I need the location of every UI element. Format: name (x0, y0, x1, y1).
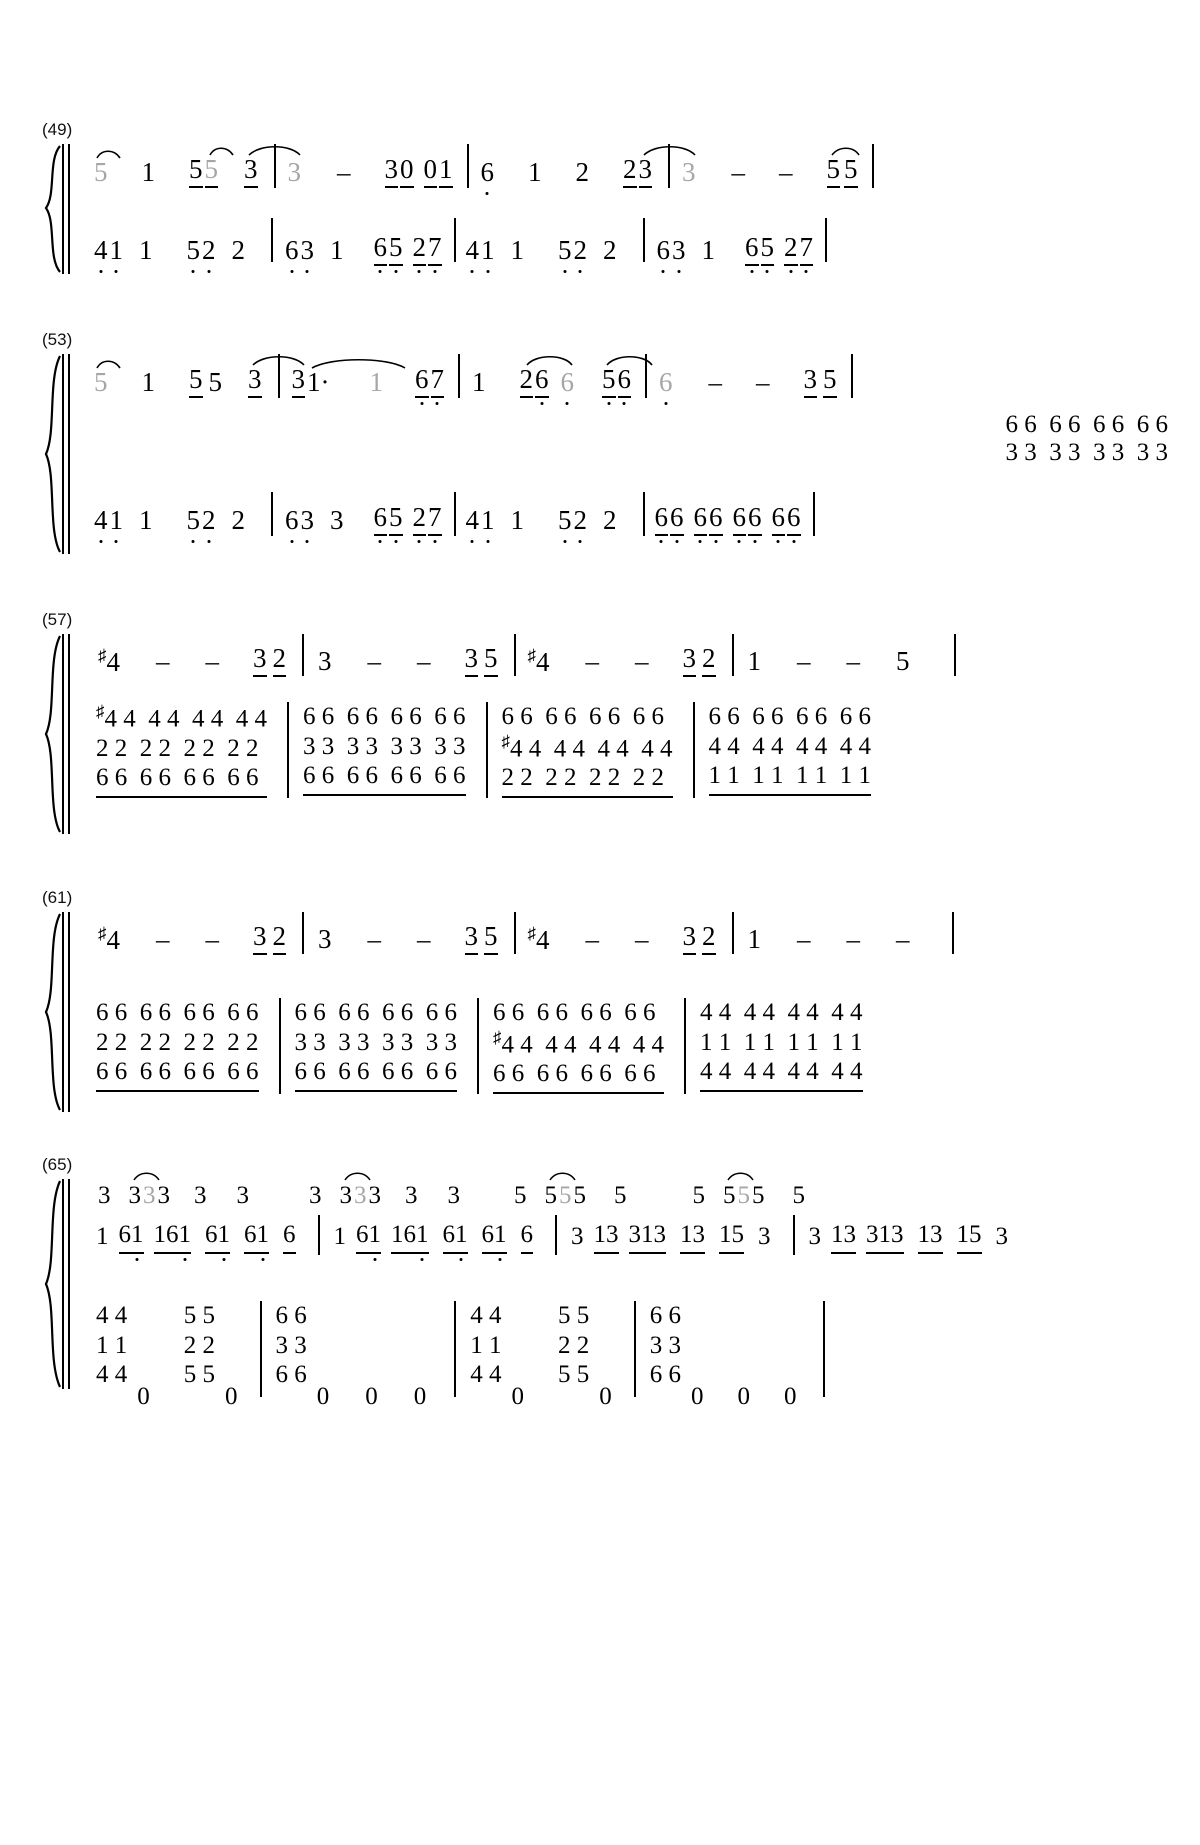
note: 2 (273, 645, 287, 677)
note: 3 (157, 1182, 170, 1209)
note: 1 (439, 156, 453, 188)
note: 3 (639, 156, 653, 188)
note: – (896, 923, 910, 954)
note: 7 (428, 234, 442, 266)
note: 6 (285, 504, 299, 535)
note: 4 (465, 234, 479, 265)
note: 1 (472, 366, 486, 397)
note: 1 (154, 1221, 167, 1254)
barline (467, 144, 469, 188)
note: 4 (465, 504, 479, 535)
note: 3 (465, 923, 479, 955)
note: 1 (141, 156, 155, 187)
note: 2 (573, 234, 587, 265)
note: 3 (129, 1182, 142, 1210)
note: 3 (292, 366, 306, 398)
note: 3 (447, 1182, 460, 1209)
note: 5 (761, 234, 775, 266)
note: 1 (528, 156, 542, 187)
measure-number-65: (65) (42, 1155, 73, 1174)
note: 5 (389, 234, 403, 266)
bass-chordrow-57 (76, 702, 1172, 812)
note: 5 (389, 504, 403, 536)
note: – (417, 923, 431, 954)
note: 6 (443, 1221, 456, 1254)
note: 5 (558, 234, 572, 265)
note: 3 (236, 1182, 249, 1209)
note: 3 (995, 1223, 1008, 1250)
note: 3 (253, 645, 267, 677)
note: 3 (866, 1221, 879, 1254)
bass-chordrow-65 (76, 1301, 1172, 1411)
note: 3 (300, 234, 314, 265)
note: 5 (844, 156, 858, 188)
system-61 (42, 888, 1172, 1112)
system-57 (42, 610, 1172, 834)
note: 1 (218, 1221, 231, 1254)
note: 1 (701, 234, 715, 265)
note: 5 (186, 234, 200, 265)
note: 5 (94, 159, 108, 186)
treble-row-61 (76, 912, 1172, 966)
note: 3 (629, 1221, 642, 1254)
note: 2 (520, 366, 534, 398)
note: 1· (307, 369, 330, 396)
note: – (731, 156, 745, 187)
note: 1 (141, 366, 155, 397)
measure-number-61: (61) (42, 888, 73, 907)
note: 1 (109, 234, 123, 265)
note: 5 (545, 1182, 558, 1210)
note: 6 (709, 504, 723, 536)
note: ♯4 (527, 923, 550, 955)
note: 5 (186, 504, 200, 535)
barline (458, 354, 460, 398)
barline (287, 702, 289, 798)
note: 2 (202, 504, 216, 535)
barline (477, 998, 479, 1094)
note: – (367, 645, 381, 676)
note: 3 (98, 1182, 111, 1209)
barline (514, 634, 516, 676)
note: 5 (602, 366, 616, 398)
note: 6 (560, 366, 574, 397)
barline (271, 218, 273, 262)
note: 1 (747, 645, 761, 676)
note: 2 (623, 156, 637, 188)
note: 3 (693, 1221, 706, 1254)
barline (684, 998, 686, 1094)
treble-row-57 (76, 634, 1172, 688)
note: – (797, 645, 811, 676)
note: 0 (784, 1382, 797, 1410)
note: 6 (772, 504, 786, 536)
note: 1 (369, 366, 383, 397)
note: 5 (723, 1182, 736, 1210)
note: 6 (285, 234, 299, 265)
note: 6 (374, 234, 388, 266)
note: – (156, 645, 170, 676)
note: 1 (957, 1221, 970, 1254)
note: 3 (385, 156, 399, 188)
system-brace (42, 144, 76, 274)
note: – (417, 645, 431, 676)
note: – (205, 923, 219, 954)
note: 1 (96, 1223, 109, 1250)
barline (954, 634, 956, 676)
chord-group: 4 4 4 4 4 4 4 4 1 1 1 1 1 1 1 1 4 4 4 4 4 4 4 4 (700, 998, 863, 1092)
note: 3 (368, 1182, 381, 1209)
note: – (156, 923, 170, 954)
treble-row-53 (76, 354, 1172, 410)
note: 5 (692, 1182, 705, 1209)
note: 2 (202, 234, 216, 265)
chord-group: 6 6 6 6 6 6 6 6 2 2 2 2 2 2 2 2 6 6 6 6 6 6 6 6 (96, 998, 259, 1092)
barline (952, 912, 954, 954)
note: 5 (792, 1182, 805, 1209)
note: – (846, 645, 860, 676)
note: 3 (606, 1221, 619, 1254)
barline (302, 634, 304, 676)
note: 5 (484, 645, 498, 677)
note: 5 (732, 1221, 745, 1254)
barline (634, 1301, 636, 1397)
note: 1 (139, 504, 153, 535)
note: 3 (930, 1221, 943, 1254)
note: 3 (891, 1221, 904, 1254)
note: 1 (257, 1221, 270, 1254)
note: 1 (481, 504, 495, 535)
note: 1 (680, 1221, 693, 1254)
note: 3 (804, 366, 818, 398)
note: – (797, 923, 811, 954)
note: 7 (800, 234, 814, 266)
note: – (337, 156, 351, 187)
measure-number-57: (57) (42, 610, 73, 629)
barline (872, 144, 874, 188)
note: 6 (745, 234, 759, 266)
note: 2 (575, 156, 589, 187)
barline (693, 702, 695, 798)
barline (260, 1301, 262, 1397)
note: – (585, 923, 599, 954)
chord-group: 5 5 2 2 5 5 (183, 1302, 215, 1388)
note: 1 (918, 1221, 931, 1254)
note: 6 (482, 1221, 495, 1254)
note: 5 (189, 366, 203, 398)
note: 2 (231, 504, 245, 535)
note: 6 (119, 1221, 132, 1254)
note: 6 (415, 366, 429, 398)
note: 5 (737, 1182, 750, 1209)
note: 3 (465, 645, 479, 677)
note: 1 (747, 923, 761, 954)
note: 0 (400, 156, 414, 188)
system-brace (42, 634, 76, 834)
note: 1 (179, 1221, 192, 1254)
note: 1 (719, 1221, 732, 1254)
chord-group: 6 6 6 6 6 6 6 6 3 3 3 3 3 3 3 3 6 6 6 6 6 6 6 6 (295, 998, 458, 1092)
note: 6 (733, 504, 747, 536)
note: 2 (231, 234, 245, 265)
barline (514, 912, 516, 954)
bass-row-49 (76, 218, 1172, 282)
barline (851, 354, 853, 398)
chord-group: 6 6 6 6 6 6 6 6 4 4 4 4 4 4 4 4 1 1 1 1 1 1 1 1 (709, 702, 872, 796)
note: 6 (356, 1221, 369, 1254)
note: 3 (571, 1223, 584, 1250)
measure-number-49: (49) (42, 120, 73, 139)
barline (732, 912, 734, 954)
note: 3 (683, 923, 697, 955)
note: 5 (969, 1221, 982, 1254)
note: 6 (659, 366, 673, 397)
barline (279, 998, 281, 1094)
note: 5 (559, 1182, 572, 1209)
staff-65 (76, 1179, 1172, 1410)
note: – (635, 923, 649, 954)
note: 2 (413, 234, 427, 266)
chord-group: 6 6 3 3 6 6 (275, 1302, 307, 1388)
note: 6 (205, 1221, 218, 1254)
note: 3 (330, 504, 344, 535)
note: 4 (94, 234, 108, 265)
barline (454, 1301, 456, 1397)
note: 1 (594, 1221, 607, 1254)
note: 1 (831, 1221, 844, 1254)
note: ♯4 (527, 645, 550, 677)
chord-group: 6 6 6 6 6 6 6 6 ♯4 4 4 4 4 4 4 4 6 6 6 6 6 6 6 6 (493, 998, 664, 1094)
system-53 (42, 330, 1172, 554)
note: 1 (330, 234, 344, 265)
note: 3 (318, 645, 332, 676)
chord-stack-upper: 6 6 6 6 6 6 6 6 3 3 3 3 3 3 3 3 (1005, 410, 1168, 467)
staff-49 (76, 144, 1172, 274)
note: 7 (431, 366, 445, 398)
note: 3 (300, 504, 314, 535)
note: 0 (737, 1382, 750, 1410)
note: 3 (405, 1182, 418, 1209)
note: 7 (428, 504, 442, 536)
note: 1 (131, 1221, 144, 1254)
note: 6 (244, 1221, 257, 1254)
barline (793, 1215, 795, 1255)
note: 1 (455, 1221, 468, 1254)
chord-group: 6 6 6 6 6 6 6 6 3 3 3 3 3 3 3 3 6 6 6 6 6 6 6 6 (303, 702, 466, 796)
note: 1 (416, 1221, 429, 1254)
note: 1 (494, 1221, 507, 1254)
note: 3 (143, 1182, 156, 1209)
system-brace (42, 354, 76, 554)
note: 6 (670, 504, 684, 536)
note: 1 (369, 1221, 382, 1254)
staff-53 (76, 354, 1172, 554)
note: 4 (94, 504, 108, 535)
barline (318, 1215, 320, 1255)
barline (454, 218, 456, 262)
note: 3 (354, 1182, 367, 1209)
note: – (846, 923, 860, 954)
note: 3 (287, 156, 301, 187)
note: 3 (672, 234, 686, 265)
note: 1 (879, 1221, 892, 1254)
note: 0 (413, 1382, 427, 1410)
note: 6 (787, 504, 801, 536)
note: 2 (573, 504, 587, 535)
measure-number-53: (53) (42, 330, 73, 349)
bass-chordrow-61 (76, 998, 1172, 1108)
barline (486, 702, 488, 798)
note: 1 (391, 1221, 404, 1254)
note: 2 (784, 234, 798, 266)
note: 5 (558, 504, 572, 535)
treble-row-49 (76, 144, 1172, 200)
note: 6 (374, 504, 388, 536)
chord-group: 6 6 3 3 6 6 (649, 1302, 681, 1388)
note: ♯4 (98, 923, 120, 955)
note: – (367, 923, 381, 954)
note: 6 (404, 1221, 417, 1254)
note: 3 (318, 923, 332, 954)
note: 5 (614, 1182, 627, 1209)
treble-lower-65 (76, 1215, 1172, 1259)
note: – (708, 366, 722, 397)
note: 5 (514, 1182, 527, 1209)
note: 3 (340, 1182, 353, 1210)
barline (825, 218, 827, 262)
note: 5 (752, 1182, 765, 1209)
note: 0 (137, 1382, 150, 1410)
note: 6 (166, 1221, 179, 1254)
note: 1 (641, 1221, 654, 1254)
note: 6 (618, 366, 632, 398)
treble-upper-65 (76, 1179, 1172, 1213)
note: 2 (413, 504, 427, 536)
note: 2 (273, 923, 287, 955)
note: – (756, 366, 770, 397)
note: 6 (283, 1221, 296, 1254)
system-49 (42, 120, 1172, 274)
barline (302, 912, 304, 954)
note: 6 (480, 156, 494, 187)
note: – (779, 156, 793, 187)
note: 3 (844, 1221, 857, 1254)
note: 5 (823, 366, 837, 398)
note: 5 (896, 645, 910, 676)
note: 5 (189, 156, 203, 188)
note: 6 (748, 504, 762, 536)
note: 2 (702, 923, 716, 955)
note: 5 (94, 369, 108, 396)
barline (555, 1215, 557, 1255)
chord-group: 4 4 1 1 4 4 (96, 1302, 128, 1388)
system-65 (42, 1155, 1172, 1410)
note: 6 (694, 504, 708, 536)
note: 5 (827, 156, 841, 188)
staff-57 (76, 634, 1172, 834)
note: 1 (510, 234, 524, 265)
note: – (635, 645, 649, 676)
note: 3 (683, 645, 697, 677)
chord-group: 5 5 2 2 5 5 (558, 1302, 590, 1388)
note: 6 (656, 234, 670, 265)
note: 1 (139, 234, 153, 265)
note: 0 (365, 1382, 378, 1410)
note: 3 (253, 923, 267, 955)
note: 6 (521, 1221, 534, 1254)
note: – (585, 645, 599, 676)
note: 0 (691, 1382, 704, 1410)
barline (643, 218, 645, 262)
note: 0 (316, 1382, 330, 1410)
note: – (205, 645, 219, 676)
barline (823, 1301, 825, 1397)
note: 0 (599, 1382, 612, 1410)
note: 0 (424, 156, 438, 188)
note: 1 (481, 234, 495, 265)
note: 2 (603, 504, 617, 535)
system-brace (42, 912, 76, 1112)
note: 5 (208, 366, 222, 397)
note: 3 (244, 156, 258, 188)
note: 1 (510, 504, 524, 535)
note: 3 (654, 1221, 667, 1254)
note: 0 (511, 1382, 524, 1410)
note: 5 (484, 923, 498, 955)
note: 1 (333, 1223, 346, 1250)
note: 5 (573, 1182, 586, 1209)
note: 0 (225, 1382, 238, 1410)
note: 2 (702, 645, 716, 677)
note: 3 (682, 156, 696, 187)
note: 1 (109, 504, 123, 535)
note: 3 (309, 1182, 322, 1209)
note: 3 (758, 1223, 771, 1250)
note: 2 (603, 234, 617, 265)
note: 3 (194, 1182, 207, 1209)
note: 6 (655, 504, 669, 536)
bass-chord-stack-53 (76, 410, 1172, 510)
system-brace (42, 1179, 76, 1389)
chord-group: 4 4 1 1 4 4 (470, 1302, 502, 1388)
note: ♯4 (98, 645, 120, 677)
note: 3 (808, 1223, 821, 1250)
staff-61 (76, 912, 1172, 1112)
chord-group: 6 6 6 6 6 6 6 6 ♯4 4 4 4 4 4 4 4 2 2 2 2 2 2 2 2 (502, 702, 673, 798)
note: 3 (248, 366, 262, 398)
note: 5 (205, 156, 219, 188)
barline (732, 634, 734, 676)
note: 6 (535, 366, 549, 398)
chord-group: ♯4 4 4 4 4 4 4 4 2 2 2 2 2 2 2 2 6 6 6 6 6 6 6 6 (96, 702, 267, 798)
